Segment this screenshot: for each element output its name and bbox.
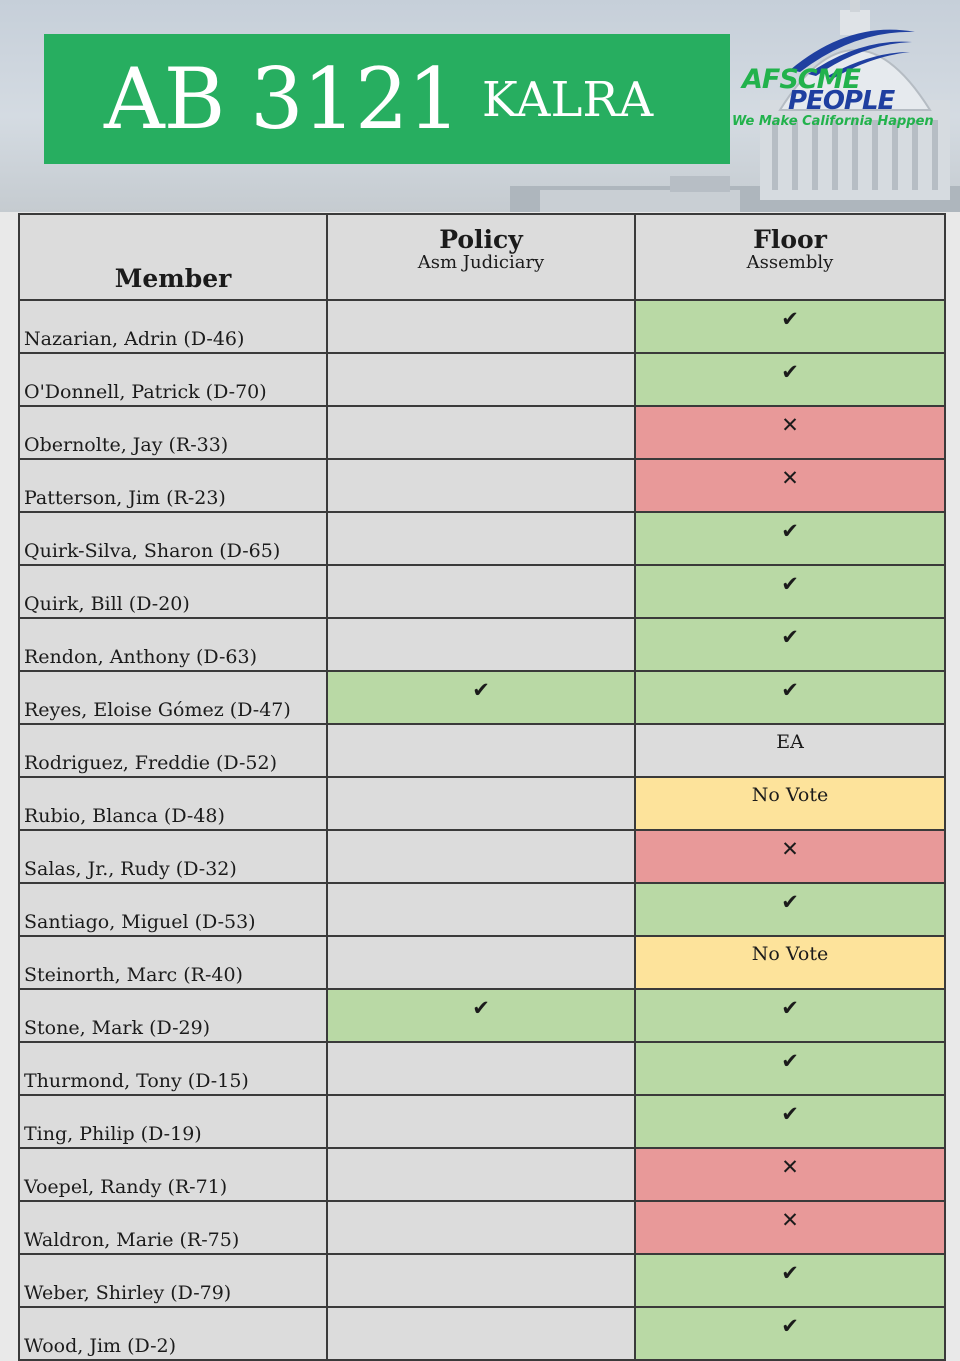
- policy-vote-cell: [327, 724, 635, 777]
- floor-column-header: [635, 214, 945, 300]
- checkmark-icon: ✔: [781, 307, 799, 331]
- table-row: [19, 618, 945, 671]
- policy-column-title: Policy: [439, 225, 523, 254]
- floor-vote-cell: [635, 1042, 945, 1095]
- policy-vote-cell: [327, 1201, 635, 1254]
- table-row: [19, 1095, 945, 1148]
- member-name: Patterson, Jim (R-23): [19, 459, 327, 512]
- member-name: Thurmond, Tony (D-15): [19, 1042, 327, 1095]
- checkmark-icon: ✔: [781, 890, 799, 914]
- floor-column-title: Floor: [753, 225, 827, 254]
- floor-vote-cell: [635, 724, 945, 777]
- member-name: Ting, Philip (D-19): [19, 1095, 327, 1148]
- table-row: [19, 406, 945, 459]
- member-name: Stone, Mark (D-29): [19, 989, 327, 1042]
- table-body: [19, 300, 945, 1360]
- x-mark-icon: ✕: [781, 837, 799, 861]
- checkmark-icon: ✔: [781, 1102, 799, 1126]
- policy-vote-cell: [327, 989, 635, 1042]
- floor-vote-cell: [635, 353, 945, 406]
- floor-vote-cell: [635, 989, 945, 1042]
- table-row: [19, 830, 945, 883]
- member-name: Obernolte, Jay (R-33): [19, 406, 327, 459]
- logo-afscme-text: AFSCME: [742, 64, 860, 95]
- table-row: [19, 671, 945, 724]
- floor-vote-cell: [635, 1095, 945, 1148]
- member-column-header: Member: [19, 214, 327, 300]
- floor-vote-cell: [635, 1201, 945, 1254]
- table-row: [19, 300, 945, 353]
- floor-vote-cell: [635, 406, 945, 459]
- afscme-people-logo: [730, 20, 955, 135]
- policy-vote-cell: [327, 1254, 635, 1307]
- member-name: Salas, Jr., Rudy (D-32): [19, 830, 327, 883]
- floor-vote-cell: [635, 618, 945, 671]
- floor-vote-cell: [635, 565, 945, 618]
- policy-column-header: [327, 214, 635, 300]
- policy-vote-cell: [327, 406, 635, 459]
- x-mark-icon: ✕: [781, 1155, 799, 1179]
- checkmark-icon: ✔: [781, 1261, 799, 1285]
- table-row: [19, 1254, 945, 1307]
- policy-vote-cell: [327, 1148, 635, 1201]
- ea-label: EA: [776, 731, 804, 753]
- table-row: [19, 724, 945, 777]
- member-name: O'Donnell, Patrick (D-70): [19, 353, 327, 406]
- checkmark-icon: ✔: [472, 678, 490, 702]
- member-name: Waldron, Marie (R-75): [19, 1201, 327, 1254]
- vote-table: [18, 213, 946, 1361]
- checkmark-icon: ✔: [472, 996, 490, 1020]
- table-row: [19, 1148, 945, 1201]
- floor-vote-cell: [635, 1148, 945, 1201]
- policy-vote-cell: [327, 618, 635, 671]
- table-row: [19, 1307, 945, 1360]
- x-mark-icon: ✕: [781, 1208, 799, 1232]
- member-name: Voepel, Randy (R-71): [19, 1148, 327, 1201]
- policy-vote-cell: [327, 936, 635, 989]
- checkmark-icon: ✔: [781, 1049, 799, 1073]
- table-row: [19, 1201, 945, 1254]
- floor-vote-cell: [635, 883, 945, 936]
- table-row: [19, 936, 945, 989]
- floor-vote-cell: [635, 1254, 945, 1307]
- vote-table-container: [18, 213, 944, 1361]
- member-name: Rendon, Anthony (D-63): [19, 618, 327, 671]
- x-mark-icon: ✕: [781, 466, 799, 490]
- table-row: [19, 883, 945, 936]
- policy-vote-cell: [327, 459, 635, 512]
- floor-vote-cell: [635, 300, 945, 353]
- bill-number: AB 3121: [104, 50, 460, 148]
- table-header-row: [19, 214, 945, 300]
- table-row: [19, 353, 945, 406]
- title-box: [44, 34, 730, 164]
- policy-vote-cell: [327, 1042, 635, 1095]
- policy-vote-cell: [327, 777, 635, 830]
- floor-vote-cell: [635, 777, 945, 830]
- member-name: Rodriguez, Freddie (D-52): [19, 724, 327, 777]
- floor-vote-cell: [635, 512, 945, 565]
- floor-vote-cell: [635, 936, 945, 989]
- policy-vote-cell: [327, 671, 635, 724]
- checkmark-icon: ✔: [781, 678, 799, 702]
- member-name: Santiago, Miguel (D-53): [19, 883, 327, 936]
- table-row: [19, 989, 945, 1042]
- policy-vote-cell: [327, 565, 635, 618]
- member-name: Nazarian, Adrin (D-46): [19, 300, 327, 353]
- logo-tagline: We Make California Happen: [732, 114, 934, 129]
- floor-vote-cell: [635, 830, 945, 883]
- policy-vote-cell: [327, 353, 635, 406]
- checkmark-icon: ✔: [781, 625, 799, 649]
- table-row: [19, 459, 945, 512]
- table-row: [19, 512, 945, 565]
- member-name: Steinorth, Marc (R-40): [19, 936, 327, 989]
- member-name: Quirk-Silva, Sharon (D-65): [19, 512, 327, 565]
- table-row: [19, 777, 945, 830]
- table-row: [19, 1042, 945, 1095]
- bill-author: KALRA: [481, 72, 654, 128]
- policy-vote-cell: [327, 300, 635, 353]
- policy-vote-cell: [327, 883, 635, 936]
- member-name: Rubio, Blanca (D-48): [19, 777, 327, 830]
- header-banner: [0, 0, 960, 212]
- floor-column-subtitle: Assembly: [746, 252, 834, 273]
- checkmark-icon: ✔: [781, 519, 799, 543]
- policy-vote-cell: [327, 1095, 635, 1148]
- policy-vote-cell: [327, 830, 635, 883]
- floor-vote-cell: [635, 1307, 945, 1360]
- no-vote-label: No Vote: [751, 943, 829, 965]
- member-name: Reyes, Eloise Gómez (D-47): [19, 671, 327, 724]
- x-mark-icon: ✕: [781, 413, 799, 437]
- checkmark-icon: ✔: [781, 996, 799, 1020]
- checkmark-icon: ✔: [781, 360, 799, 384]
- floor-vote-cell: [635, 671, 945, 724]
- member-name: Weber, Shirley (D-79): [19, 1254, 327, 1307]
- logo-people-text: PEOPLE: [788, 86, 895, 116]
- table-row: [19, 565, 945, 618]
- checkmark-icon: ✔: [781, 572, 799, 596]
- policy-vote-cell: [327, 512, 635, 565]
- policy-vote-cell: [327, 1307, 635, 1360]
- floor-vote-cell: [635, 459, 945, 512]
- checkmark-icon: ✔: [781, 1314, 799, 1338]
- member-name: Wood, Jim (D-2): [19, 1307, 327, 1360]
- member-name: Quirk, Bill (D-20): [19, 565, 327, 618]
- no-vote-label: No Vote: [751, 784, 829, 806]
- policy-column-subtitle: Asm Judiciary: [417, 252, 545, 273]
